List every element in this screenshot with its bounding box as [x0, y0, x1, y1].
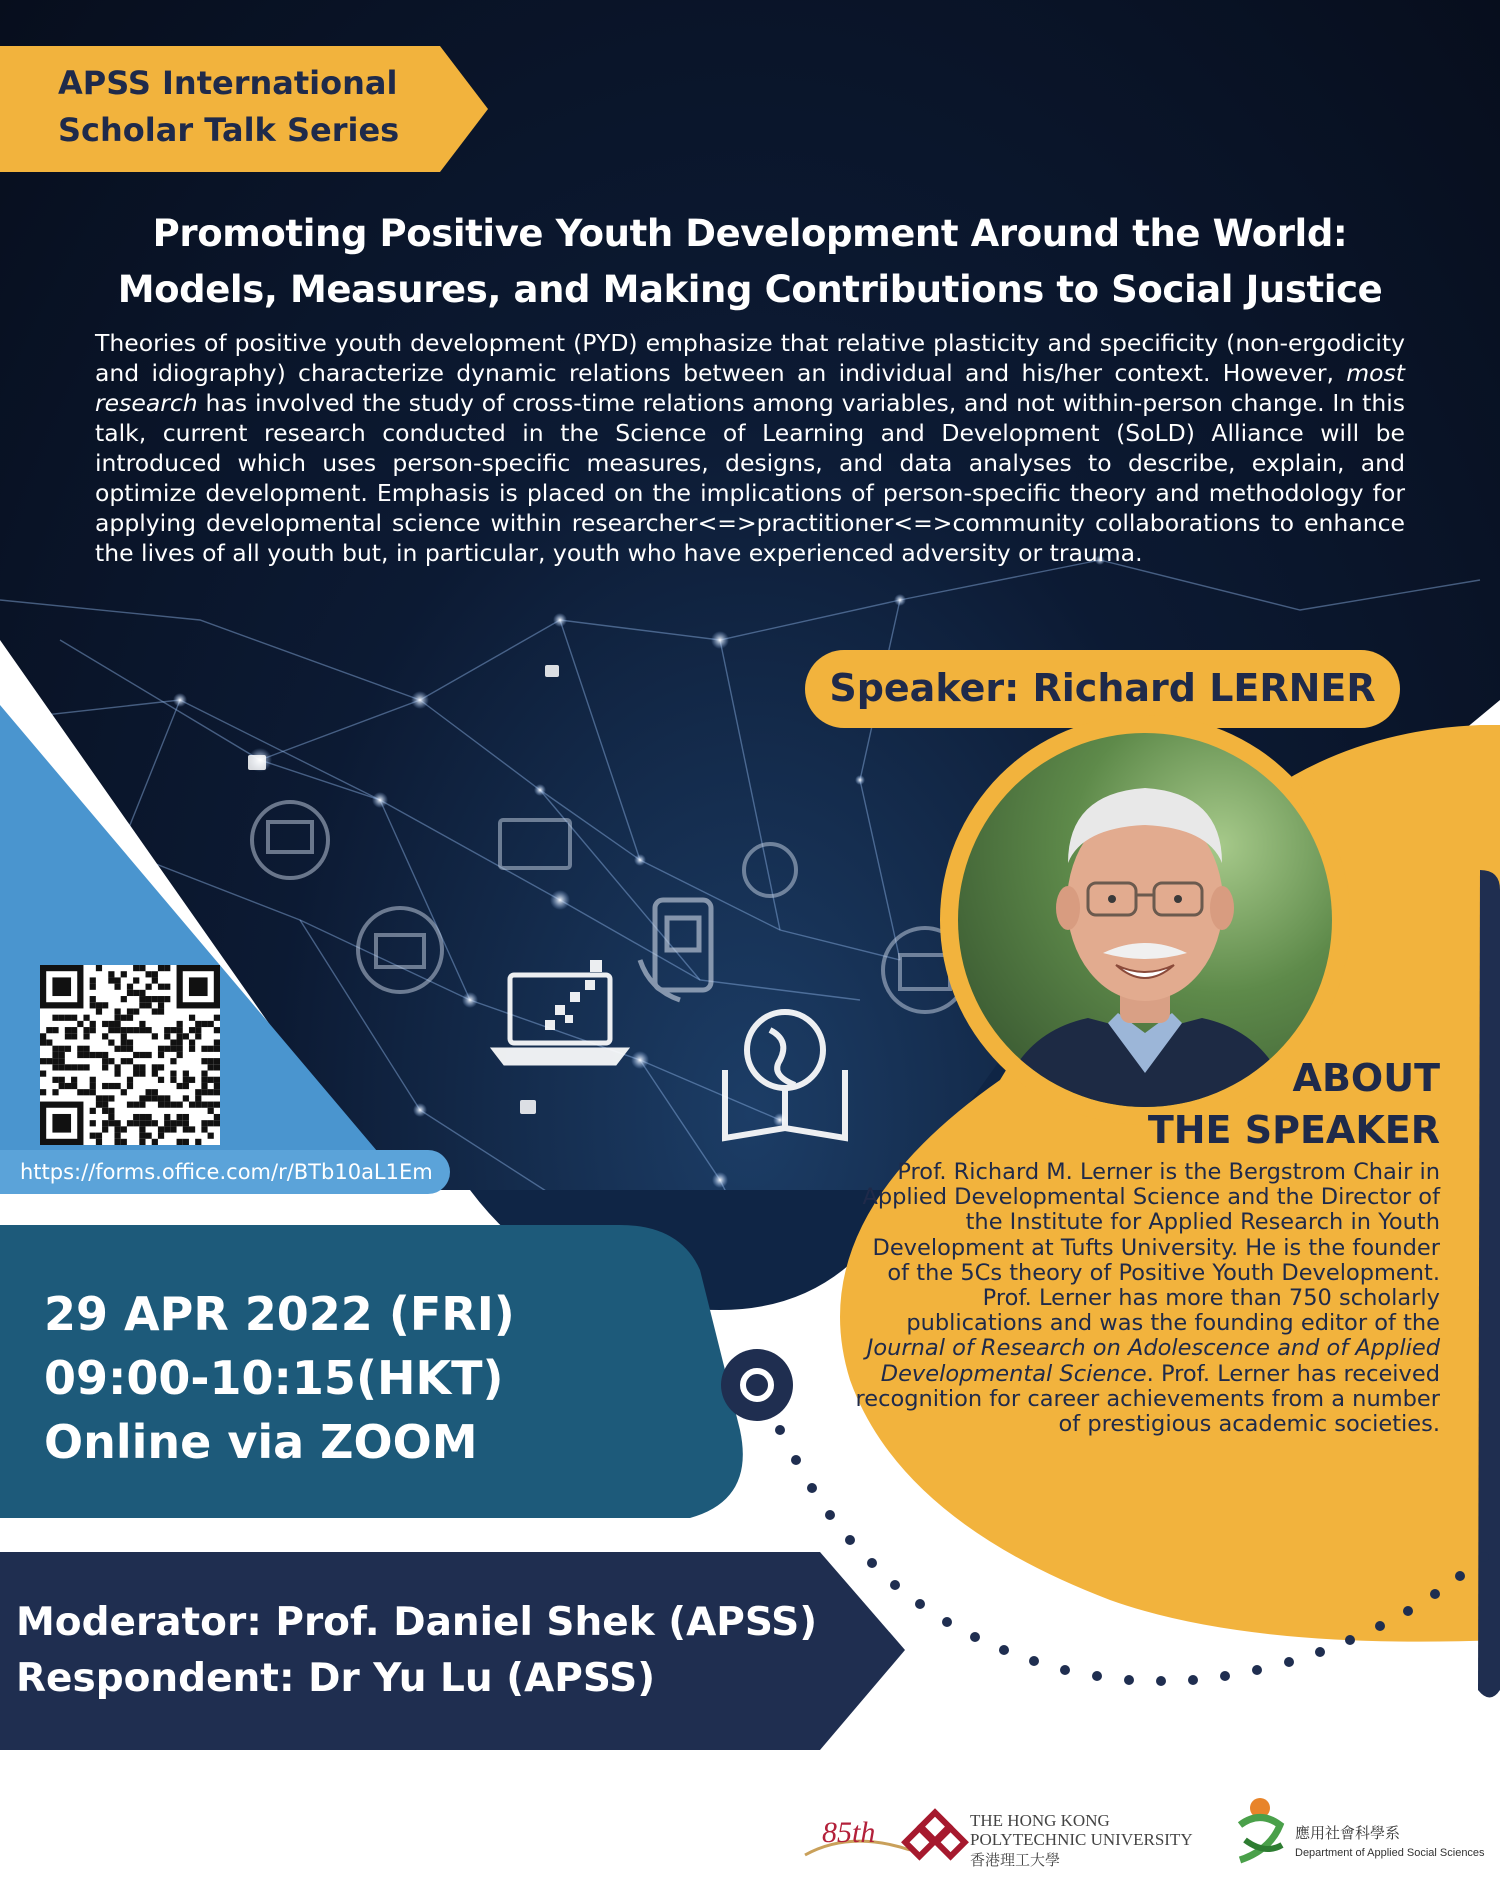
- apss-logo-icon: [1240, 1798, 1282, 1860]
- about-heading-line-1: ABOUT: [1292, 1056, 1440, 1100]
- bio-and: and of: [1269, 1335, 1356, 1362]
- event-time: 09:00-10:15(HKT): [44, 1351, 504, 1405]
- speaker-bio: [855, 1160, 1440, 1437]
- bio-part-1: Prof. Richard M. Lerner is the Bergstrom Chair in Applied Developmental Science and the Director of the Institute for Applied Research in Youth Development at Tufts University. He is the founder of the 5Cs theory of Positive Youth Development. Prof. Lerner has more than 750 scholarly publications and was the founding editor of the: [862, 1159, 1440, 1337]
- moderator-label: Moderator: Prof. Daniel Shek (APSS): [16, 1600, 818, 1645]
- registration-qr-code[interactable]: [40, 965, 220, 1145]
- polyu-chinese-name: 香港理工大學: [970, 1851, 1061, 1869]
- speaker-name: Speaker: Richard LERNER: [829, 666, 1376, 710]
- qr-code-graphic: [40, 965, 220, 1145]
- abstract-part-1: Theories of positive youth development (PYD) emphasize that relative plasticity and specificity (non-ergodicity and idiography) characterize dynamic relations between an individual and his/her context. However,: [95, 329, 1405, 387]
- logos-graphic: [790, 1780, 1490, 1880]
- polyu-name-line-1: THE HONG KONG: [970, 1811, 1110, 1830]
- abstract-emphasis: most research: [95, 359, 1405, 417]
- polyu-name-line-2: POLYTECHNIC UNIVERSITY: [970, 1830, 1193, 1849]
- polyu-emblem: [905, 1813, 964, 1857]
- bio-journal-2: Applied Developmental Science: [880, 1335, 1440, 1387]
- bio-part-2: . Prof. Lerner has received recognition for career achievements from a number of prestigious academic societies.: [855, 1360, 1440, 1438]
- logo-bar: [790, 1780, 1490, 1880]
- apss-chinese-name: 應用社會科學系: [1295, 1824, 1401, 1842]
- talk-abstract: [95, 328, 1405, 568]
- people-panel: [16, 1595, 896, 1707]
- talk-title: [20, 206, 1480, 318]
- speaker-portrait-graphic: [958, 733, 1332, 1107]
- anniversary-logo: 85th: [822, 1816, 876, 1849]
- respondent-label: Respondent: Dr Yu Lu (APSS): [16, 1656, 656, 1701]
- speaker-photo: [958, 733, 1332, 1107]
- event-date: 29 APR 2022 (FRI): [44, 1287, 515, 1341]
- series-line-2: Scholar Talk Series: [58, 111, 400, 149]
- bio-journal-1: Journal of Research on Adolescence: [866, 1335, 1270, 1362]
- series-line-1: APSS International: [58, 64, 398, 102]
- apss-english-name: Department of Applied Social Sciences: [1295, 1847, 1485, 1859]
- about-heading-line-2: THE SPEAKER: [1147, 1108, 1440, 1152]
- title-line-2: Models, Measures, and Making Contributions to Social Justice: [117, 268, 1383, 311]
- title-line-1: Promoting Positive Youth Development Around the World:: [152, 212, 1348, 255]
- registration-url[interactable]: https://forms.office.com/r/BTb10aL1Em: [20, 1160, 433, 1184]
- event-venue: Online via ZOOM: [44, 1415, 478, 1469]
- abstract-part-2: has involved the study of cross-time relations among variables, and not within-person change. In this talk, current research conducted in the Science of Learning and Development (SoLD) Alliance will be introduced which uses person-specific measures, designs, and data analyses to describe, explain, and optimize development. Emphasis is placed on the implications of person-specific theory and methodology for applying developmental science within researcher<=>practitioner<=>community collaborations to enhance the lives of all youth but, in particular, youth who have experienced adversity or trauma.: [95, 389, 1405, 567]
- series-label: [58, 60, 458, 154]
- event-details: [44, 1282, 744, 1474]
- about-speaker-heading: [1080, 1052, 1440, 1156]
